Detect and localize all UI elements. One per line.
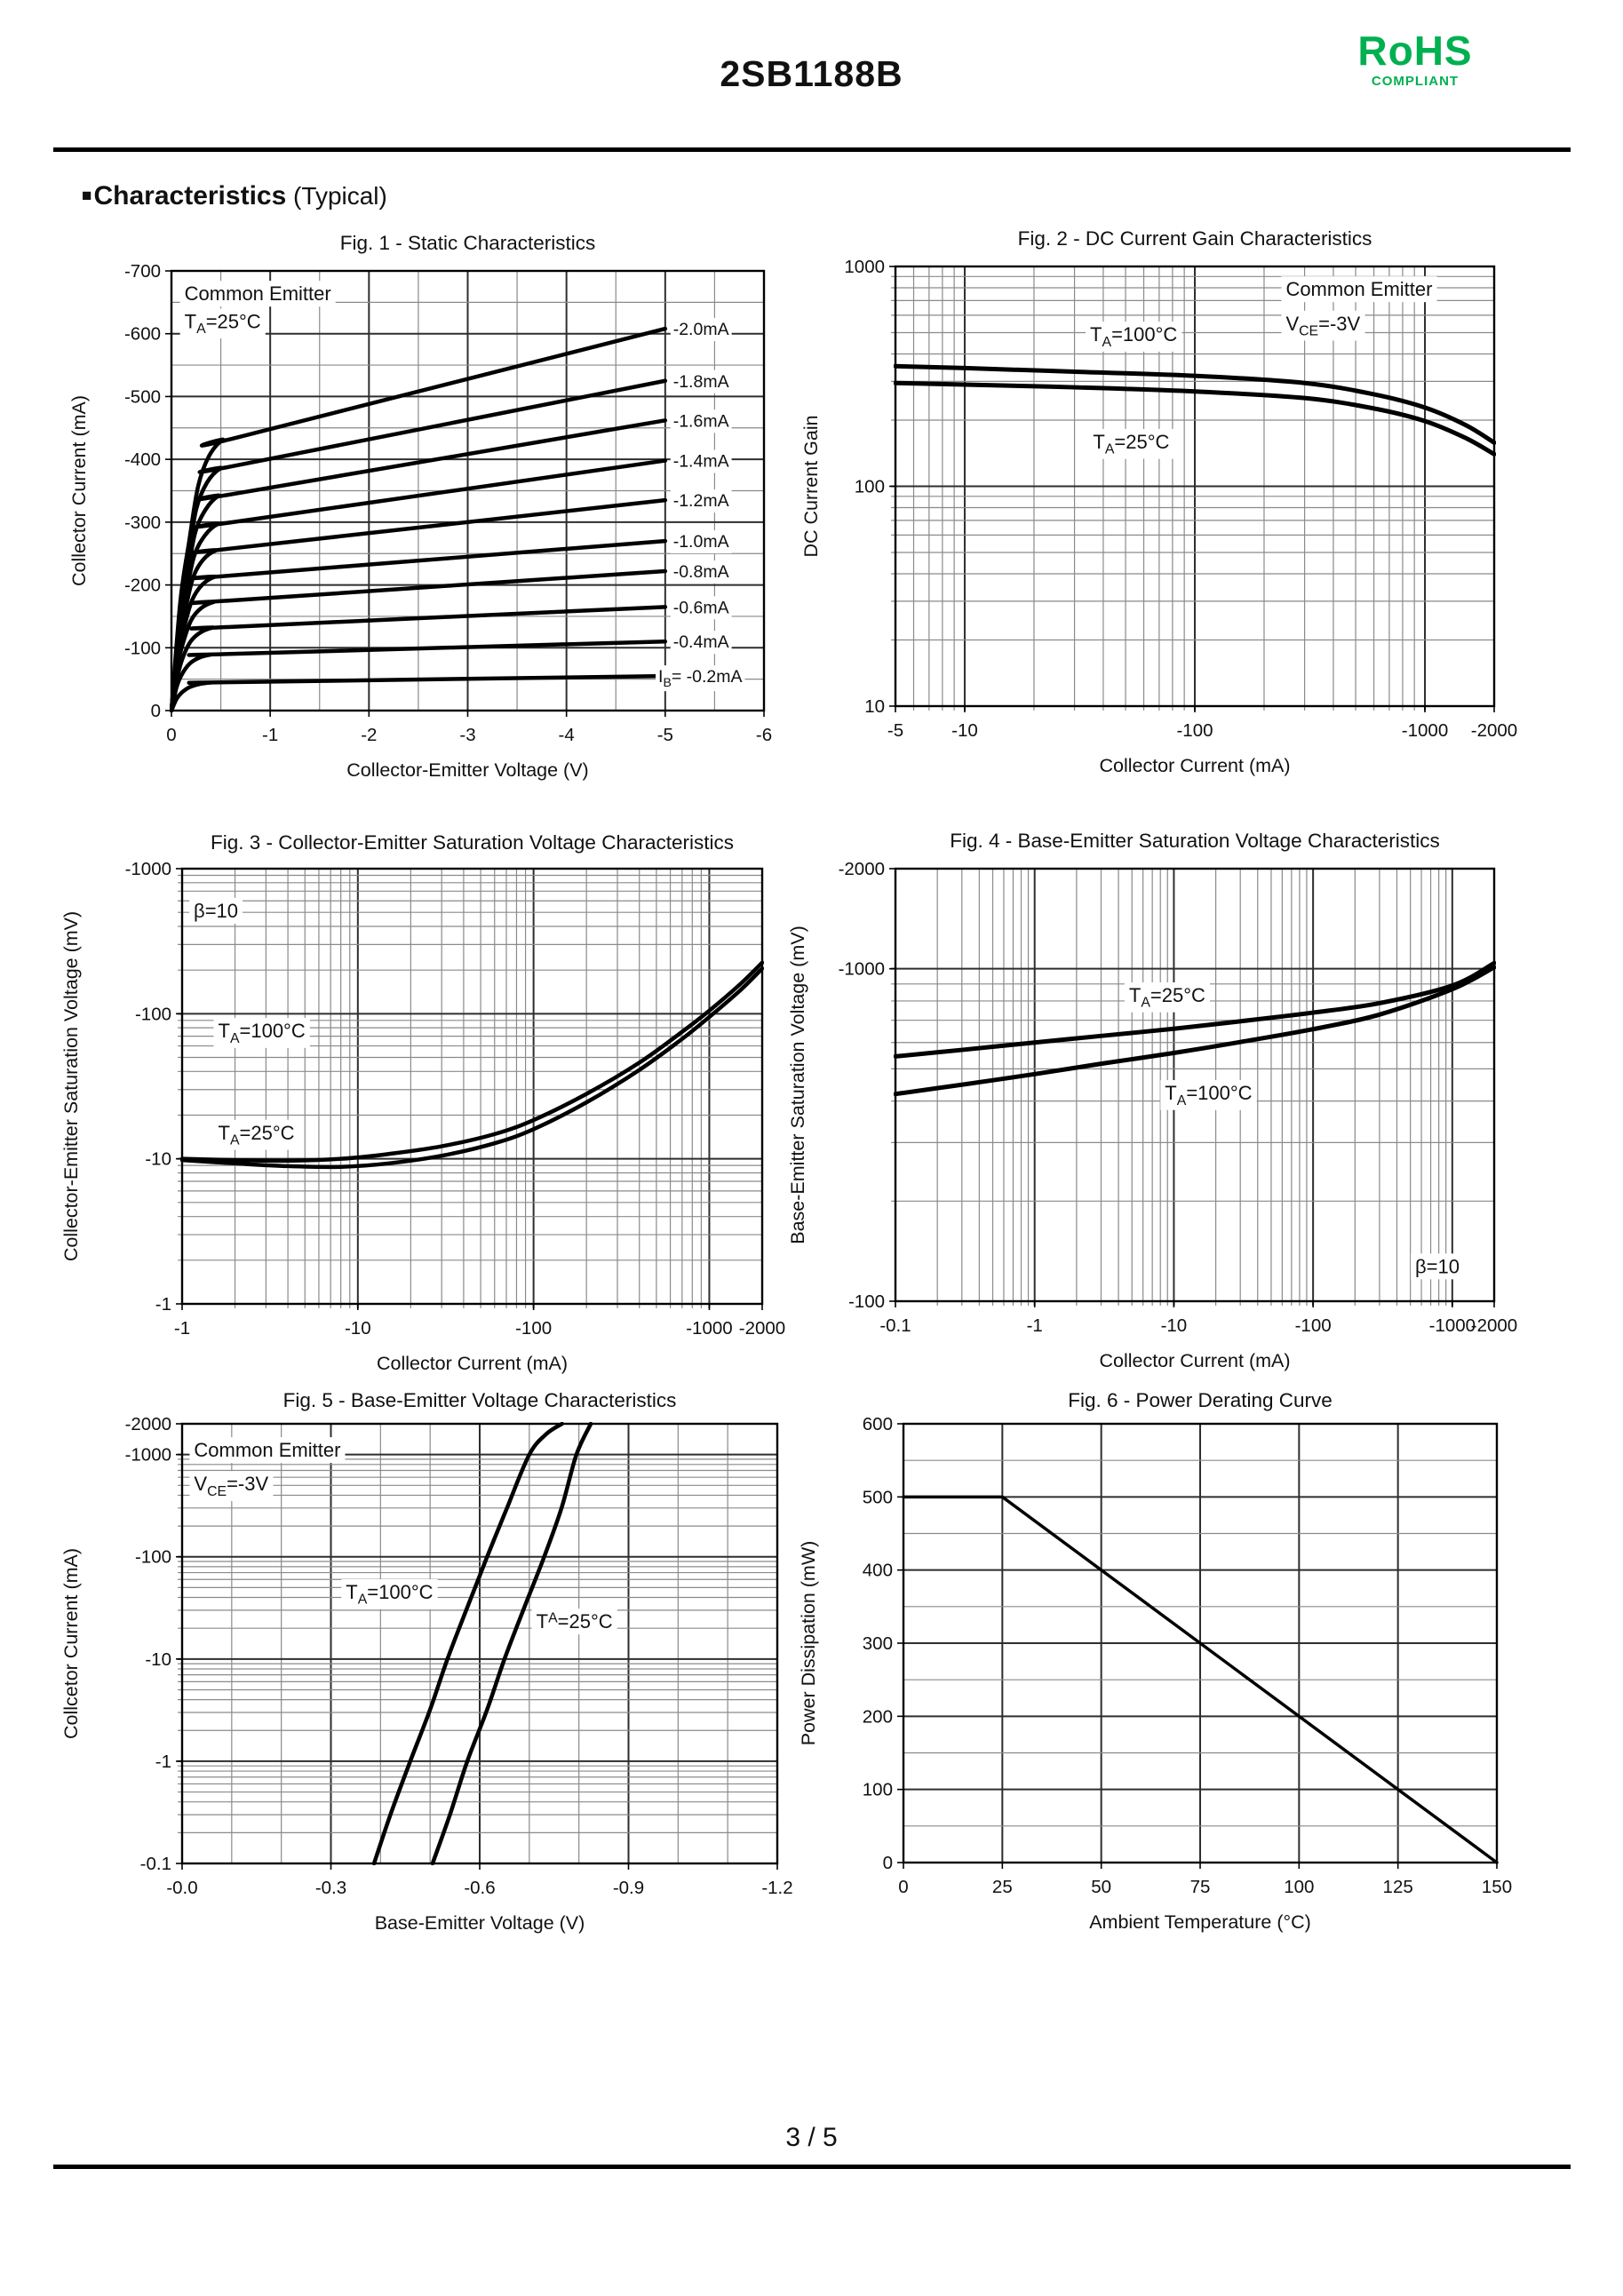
svg-text:-200: -200 [123,575,161,596]
svg-text:Collector-Emitter Saturation V: Collector-Emitter Saturation Voltage (mV) [60,910,82,1262]
svg-text:100: 100 [862,1779,893,1800]
svg-text:-0.1: -0.1 [879,1315,911,1336]
svg-text:25: 25 [991,1877,1013,1897]
svg-text:-100: -100 [123,638,161,659]
svg-text:10: 10 [864,696,885,717]
svg-text:-2000: -2000 [738,1318,786,1339]
svg-text:Power Dissipation (mW): Power Dissipation (mW) [798,1540,819,1746]
svg-text:-700: -700 [123,261,161,282]
svg-text:-5: -5 [887,720,904,741]
svg-text:-100: -100 [134,1546,171,1568]
svg-text:VCE=-3V: $V_{CE}=-3V$ [1285,312,1361,339]
svg-text:TA=100°C: $T_A=100^\circ C$ [346,1581,434,1608]
svg-text:0: 0 [898,1877,909,1897]
section-qualifier: (Typical) [286,182,387,210]
fig3-canvas [53,826,800,1403]
footer-rule [53,2165,1571,2169]
svg-text:TA=100°C: $T_A=100^\circ C$ [1165,1082,1253,1108]
svg-text:-400: -400 [123,449,161,471]
svg-text:-10: -10 [145,1649,171,1670]
svg-text:-1: -1 [155,1294,171,1315]
svg-text:Collector Current (mA): Collector Current (mA) [376,1353,569,1374]
svg-text:Collector Current (mA): Collector Current (mA) [1099,1350,1291,1371]
svg-text:-0.8mA: -0.8mA [672,562,729,583]
svg-text:-1: -1 [155,1751,171,1772]
svg-text:500: 500 [862,1487,893,1508]
svg-text:Base-Emitter Saturation Voltag: Base-Emitter Saturation Voltage (mV) [787,926,808,1244]
svg-text:-100: -100 [515,1318,553,1339]
svg-text:300: 300 [862,1633,893,1654]
fig5-title: Fig. 5 - Base-Emitter Voltage Characteristics [282,1389,677,1411]
svg-text:-1000: -1000 [838,958,885,980]
figure-fig1 [53,226,800,804]
svg-text:400: 400 [862,1560,893,1581]
svg-text:600: 600 [862,1414,893,1434]
svg-text:-0.9: -0.9 [612,1878,645,1898]
svg-text:Collector Current (mA): Collector Current (mA) [68,394,90,587]
document-title: 2SB1188B [720,53,903,94]
section-title: Characteristics [93,181,287,211]
svg-text:-100: -100 [847,1291,885,1312]
svg-text:50: 50 [1091,1877,1112,1897]
figure-fig4 [782,824,1546,1402]
svg-text:-1000: -1000 [124,859,171,879]
svg-text:-0.3: -0.3 [314,1878,347,1898]
figure-fig5 [53,1384,817,1961]
svg-text:-2000: -2000 [124,1414,171,1434]
svg-text:1000: 1000 [844,257,885,277]
fig6-canvas [782,1384,1546,1961]
svg-text:-0.4mA: -0.4mA [672,632,729,653]
rohs-label: RoHS [1357,28,1473,74]
svg-text:-1000: -1000 [686,1318,733,1339]
rohs-compliant-label: COMPLIANT [1371,74,1460,89]
svg-text:-2: -2 [361,725,378,745]
svg-text:75: 75 [1189,1877,1211,1897]
svg-text:-1.2mA: -1.2mA [672,491,729,512]
svg-text:Common Emitter: Common Emitter [184,282,331,306]
footer-page-number: 3 / 5 [785,2123,838,2152]
svg-text:-100: -100 [134,1004,171,1025]
svg-text:-1.4mA: -1.4mA [672,451,729,472]
svg-text:-3: -3 [459,725,476,745]
svg-text:TA=25°C: $T_A=25^\circ C$ [1093,430,1170,457]
svg-text:TA=25°C: $T^A=25^\circ C$ [536,1610,613,1633]
svg-text:-4: -4 [558,725,575,745]
svg-text:-1.8mA: -1.8mA [672,371,729,392]
svg-text:-1000: -1000 [1401,720,1449,741]
svg-text:100: 100 [854,476,885,497]
fig2-canvas [782,222,1546,799]
svg-text:TA=25°C: $T_A=25^\circ C$ [1128,983,1205,1011]
svg-text:-1.0mA: -1.0mA [672,532,729,552]
svg-text:Base-Emitter Voltage (V): Base-Emitter Voltage (V) [374,1912,585,1934]
svg-text:-1.2: -1.2 [761,1878,793,1898]
svg-text:-1: -1 [173,1318,191,1339]
svg-text:-10: -10 [951,720,978,741]
svg-text:-10: -10 [344,1318,371,1339]
svg-text:IB= -0.2mA: $I_B= -0.2mA$ [658,667,743,690]
svg-text:β=10: β=10 [1415,1255,1460,1278]
svg-text:DC Current Gain: DC Current Gain [800,415,822,558]
svg-text:-100: -100 [1176,720,1213,741]
svg-text:-10: -10 [145,1148,171,1170]
fig3-title: Fig. 3 - Collector-Emitter Saturation Voltage Characteristics [211,831,734,854]
section-heading [82,181,387,211]
svg-text:-1: -1 [262,725,279,745]
svg-text:TA=100°C: $T_A=100^\circ C$ [1090,323,1178,350]
svg-text:-600: -600 [123,323,161,345]
svg-text:-10: -10 [1160,1315,1188,1336]
svg-text:-0.1: -0.1 [139,1854,171,1874]
header-rule [53,147,1571,152]
svg-text:Collcetor Current (mA): Collcetor Current (mA) [60,1547,82,1740]
svg-text:-0.0: -0.0 [166,1878,198,1898]
svg-text:200: 200 [862,1706,893,1728]
svg-text:Common Emitter: Common Emitter [1285,278,1433,301]
fig2-title: Fig. 2 - DC Current Gain Characteristics [1017,227,1372,250]
svg-text:-5: -5 [656,725,673,745]
svg-text:100: 100 [1284,1877,1315,1897]
figure-fig2 [782,222,1546,799]
svg-text:VCE=-3V: $V_{CE}=-3V$ [194,1473,269,1499]
svg-text:-100: -100 [1294,1315,1332,1336]
section-bullet-icon: ■ [82,187,92,205]
svg-text:TA=100°C: $T_A=100^\circ C$ [218,1020,306,1046]
svg-text:TA=25°C: $T_A=25^\circ C$ [218,1121,295,1148]
fig6-title: Fig. 6 - Power Derating Curve [1068,1389,1333,1411]
fig1-title: Fig. 1 - Static Characteristics [339,232,596,254]
svg-text:-1.6mA: -1.6mA [672,411,729,432]
fig5-canvas [53,1384,817,1961]
svg-text:TA=25°C: $T_A=25^\circ C$ [184,310,261,338]
svg-text:-2.0mA: -2.0mA [672,320,729,340]
figure-fig3 [53,826,800,1403]
figure-fig6 [782,1384,1546,1961]
svg-text:0: 0 [150,701,161,721]
svg-text:-2000: -2000 [838,859,885,879]
svg-text:0: 0 [882,1853,893,1873]
svg-text:β=10: β=10 [194,899,239,922]
svg-text:Common Emitter: Common Emitter [194,1439,341,1462]
svg-text:0: 0 [166,725,177,745]
svg-text:-500: -500 [123,386,161,408]
svg-text:-1000: -1000 [124,1444,171,1466]
svg-text:-300: -300 [123,512,161,533]
svg-text:125: 125 [1382,1877,1413,1897]
svg-text:-0.6mA: -0.6mA [672,598,729,618]
svg-text:Collector Current (mA): Collector Current (mA) [1099,755,1291,776]
rohs-badge [1313,30,1517,88]
svg-text:-1000: -1000 [1428,1315,1476,1336]
svg-text:Ambient Temperature (°C): Ambient Temperature (°C) [1089,1911,1311,1933]
fig4-canvas [782,824,1546,1402]
svg-text:150: 150 [1481,1877,1513,1897]
svg-text:-0.6: -0.6 [464,1878,496,1898]
fig4-title: Fig. 4 - Base-Emitter Saturation Voltage Characteristics [950,830,1440,852]
svg-text:-2000: -2000 [1470,1315,1518,1336]
svg-text:-6: -6 [755,725,773,745]
svg-text:-2000: -2000 [1470,720,1518,741]
svg-text:Collector-Emitter Voltage (V): Collector-Emitter Voltage (V) [346,759,589,781]
svg-text:-1: -1 [1026,1315,1043,1336]
fig1-canvas [53,226,800,804]
